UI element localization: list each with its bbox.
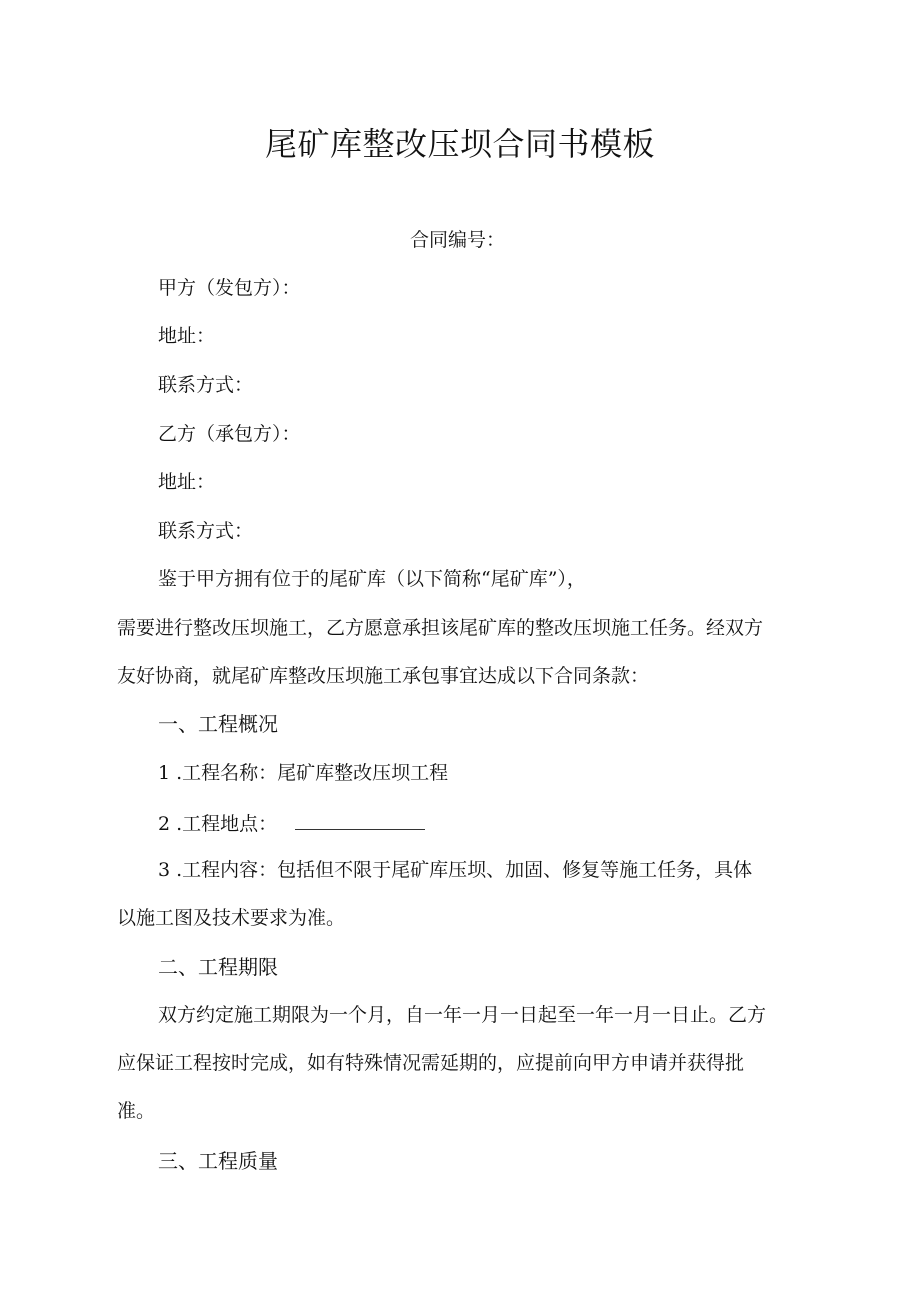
location-blank-line <box>295 809 425 830</box>
party-b-label: 乙方（承包方）： <box>158 423 301 445</box>
section-2-para-line-1: 双方约定施工期限为一个月，自一年一月一日起至一年一月一日止。乙方 <box>158 1004 767 1026</box>
section-1-item-2-row <box>158 809 425 837</box>
section-1-item-1: 1 .工程名称：尾矿库整改压坝工程 <box>158 762 449 784</box>
section-2-heading: 二、工程期限 <box>158 955 278 979</box>
preamble-line-3: 友好协商，就尾矿库整改压坝施工承包事宜达成以下合同条款： <box>117 665 650 687</box>
section-2-para-line-2: 应保证工程按时完成，如有特殊情况需延期的，应提前向甲方申请并获得批 <box>117 1052 745 1074</box>
document-title: 尾矿库整改压坝合同书模板 <box>264 125 655 163</box>
section-1-item-3-line-2: 以施工图及技术要求为准。 <box>117 907 346 929</box>
party-a-address-label: 地址： <box>158 325 216 347</box>
party-a-label: 甲方（发包方）： <box>158 277 301 299</box>
party-b-contact-label: 联系方式： <box>158 520 254 542</box>
section-1-item-3-line-1: 3 .工程内容：包括但不限于尾矿库压坝、加固、修复等施工任务，具体 <box>158 859 753 881</box>
section-1-item-2: 2 .工程地点： <box>158 813 278 835</box>
party-a-contact-label: 联系方式： <box>158 374 254 396</box>
section-3-heading: 三、工程质量 <box>158 1149 278 1173</box>
preamble-line-2: 需要进行整改压坝施工，乙方愿意承担该尾矿库的整改压坝施工任务。经双方 <box>117 617 764 639</box>
section-1-heading: 一、工程概况 <box>158 712 278 736</box>
preamble-line-1: 鉴于甲方拥有位于的尾矿库（以下简称“尾矿库”）， <box>158 568 586 590</box>
section-2-para-line-3: 准。 <box>117 1100 156 1122</box>
party-b-address-label: 地址： <box>158 471 216 493</box>
contract-number-label: 合同编号： <box>410 229 506 251</box>
